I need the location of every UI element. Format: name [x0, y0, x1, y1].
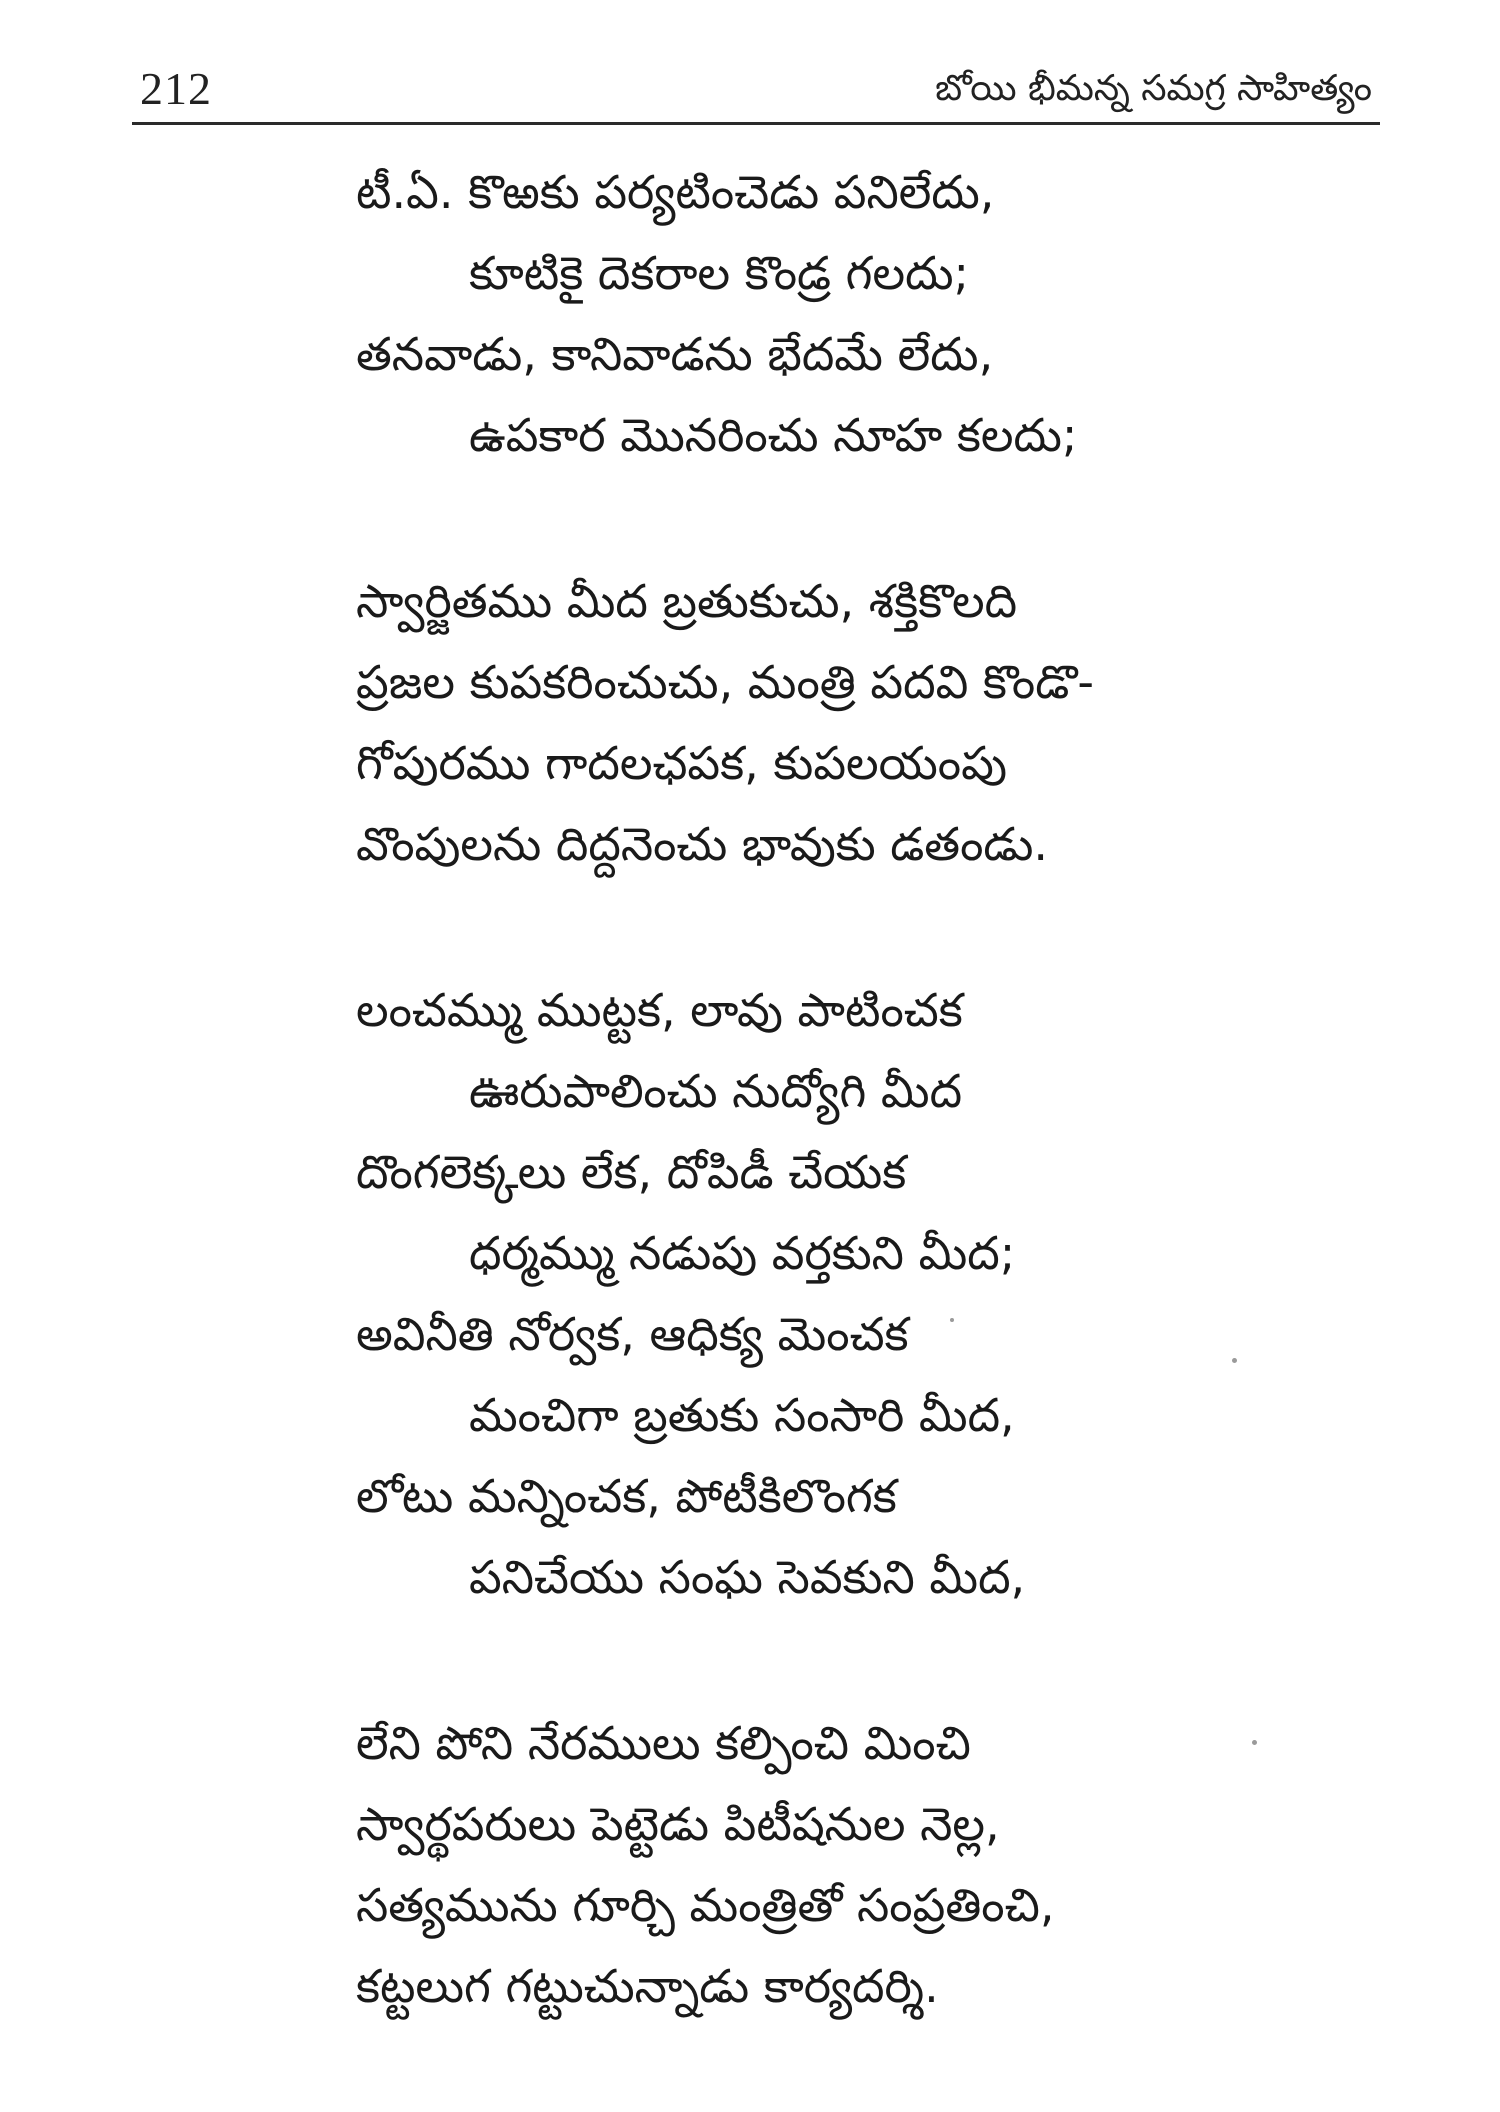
poem-line: తనవాడు, కానివాడను భేదమే లేదు,: [356, 327, 994, 381]
poem-line: గోపురము గాదలఛపక, కుపలయంపు: [356, 736, 1008, 790]
poem-line: కూటికై దెకరాల కొండ్ర గలదు;: [469, 246, 969, 300]
poem-line: ఉపకార మొనరించు నూహ కలదు;: [469, 408, 1078, 462]
stanza: [356, 561, 1416, 885]
scan-speck: [950, 1318, 954, 1322]
poem-line: పనిచేయు సంఘ సెవకుని మీద,: [469, 1550, 1026, 1604]
poem-line: ఊరుపాలించు నుద్యోగి మీద: [469, 1064, 963, 1118]
page-number: 212: [140, 63, 212, 114]
header-divider: [132, 122, 1380, 125]
stanza: [356, 1703, 1416, 2027]
poem-line: ప్రజల కుపకరించుచు, మంత్రి పదవి కొండొ-: [356, 655, 1094, 709]
poem-line: స్వార్జితము మీద బ్రతుకుచు, శక్తికొలది: [356, 574, 1018, 628]
poem-line: ధర్మమ్ము నడుపు వర్తకుని మీద;: [469, 1226, 1016, 1280]
poem-line: మంచిగా బ్రతుకు సంసారి మీద,: [469, 1388, 1015, 1442]
poem-line: లంచమ్ము ముట్టక, లావు పాటించక: [356, 983, 963, 1037]
poem-line: దొంగలెక్కలు లేక, దోపిడీ చేయక: [356, 1145, 907, 1199]
poem-line: వొంపులను దిద్దనెంచు భావుకు డతండు.: [356, 817, 1049, 871]
poem-body: [356, 152, 1416, 2112]
scan-speck: [1232, 1358, 1237, 1363]
poem-line: సత్యమును గూర్చి మంత్రితో సంప్రతించి,: [356, 1878, 1055, 1932]
stanza: [356, 152, 1416, 476]
stanza: [356, 970, 1416, 1618]
poem-line: లేని పోని నేరములు కల్పించి మించి: [356, 1716, 971, 1770]
scan-speck: [1252, 1740, 1257, 1745]
poem-line: స్వార్థపరులు పెట్టెడు పిటీషనుల నెల్ల,: [356, 1797, 1000, 1851]
poem-line: కట్టలుగ గట్టుచున్నాడు కార్యదర్శి.: [356, 1959, 939, 2013]
poem-line: అవినీతి నోర్వక, ఆధిక్య మెంచక: [356, 1307, 909, 1361]
poem-line: లోటు మన్నించక, పోటీకిలొంగక: [356, 1469, 897, 1523]
running-title: బోయి భీమన్న సమగ్ర సాహిత్యం: [935, 68, 1372, 109]
poem-line: టీ.ఏ. కొఱకు పర్యటించెడు పనిలేదు,: [356, 165, 995, 219]
